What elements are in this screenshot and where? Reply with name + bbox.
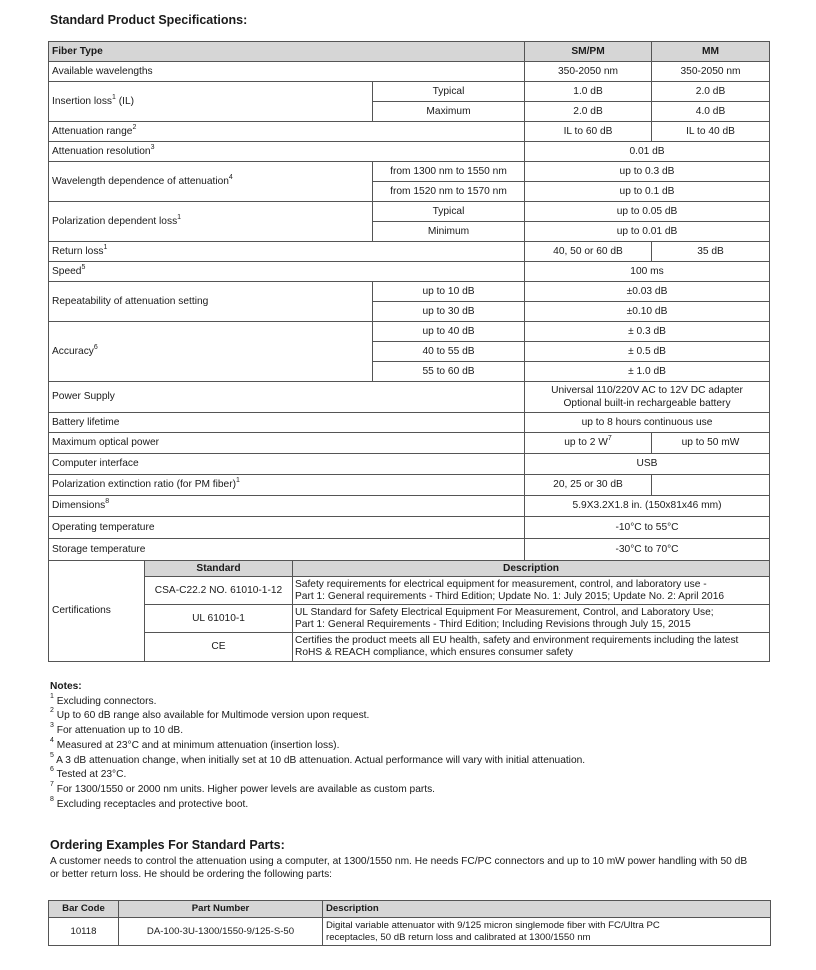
row-label: Operating temperature [49, 517, 525, 539]
row-label: Speed$^5$ [49, 262, 525, 282]
row-label: Polarization extinction ratio (for PM fiber)$^1$ [49, 475, 525, 496]
table-row [49, 633, 770, 662]
sm-value: up to 2 $W^7$ [525, 433, 652, 454]
header-part-number: Part Number [119, 901, 323, 918]
sub-label: from 1300 nm to 1550 nm [373, 162, 525, 182]
value: Universal 110/220V AC to 12V DC adapter Optional built-in rechargeable battery [525, 382, 770, 413]
table-row [49, 577, 770, 605]
mm-value: 2.0 dB [652, 82, 770, 102]
description-cell: Digital variable attenuator with 9/125 micron singlemode fiber with FC/Ultra PC receptacles, 50 dB return loss and calibrated at 1300/1550 nm [323, 918, 771, 946]
ordering-table [48, 900, 771, 946]
sm-value: IL to 60 dB [525, 122, 652, 142]
ordering-heading: Ordering Examples For Standard Parts: [50, 838, 285, 852]
cert-description-header: Description [293, 561, 770, 577]
part-number-cell: DA-100-3U-1300/1550-9/125-S-50 [119, 918, 323, 946]
value: up to 0.05 dB [525, 202, 770, 222]
value: up to 8 hours continuous use [525, 413, 770, 433]
table-row [49, 142, 770, 162]
table-row [49, 82, 770, 102]
value: ± 0.3 dB [525, 322, 770, 342]
sm-value: 350-2050 nm [525, 62, 652, 82]
sm-value: 40, 50 or 60 dB [525, 242, 652, 262]
sm-value: 20, 25 or 30 dB [525, 475, 652, 496]
mm-value: 35 dB [652, 242, 770, 262]
sub-label: Typical [373, 82, 525, 102]
note-item: $^4$ Measured at 23°C and at minimum attenuation (insertion loss). [50, 736, 340, 751]
mm-value: 4.0 dB [652, 102, 770, 122]
value: ±0.03 dB [525, 282, 770, 302]
value: up to 0.3 dB [525, 162, 770, 182]
note-item: $^6$ Tested at 23°C. [50, 766, 127, 781]
sub-label: 55 to 60 dB [373, 362, 525, 382]
note-item: $^7$ For 1300/1550 or 2000 nm units. Higher power levels are available as custom parts. [50, 780, 436, 795]
table-row [49, 496, 770, 517]
value: ±0.10 dB [525, 302, 770, 322]
row-label: Accuracy$^6$ [49, 322, 373, 382]
row-label: Storage temperature [49, 539, 525, 561]
value: up to 0.1 dB [525, 182, 770, 202]
cert-description: Certifies the product meets all EU health, safety and environment requirements including the latest RoHS & REACH compliance, which ensures consumer safety [293, 633, 770, 662]
table-row [49, 122, 770, 142]
value: 5.9X3.2X1.8 in. (150x81x46 mm) [525, 496, 770, 517]
cert-standard-header: Standard [145, 561, 293, 577]
cert-standard: CSA-C22.2 NO. 61010-1-12 [145, 577, 293, 605]
cert-standard: UL 61010-1 [145, 605, 293, 633]
table-row [49, 539, 770, 561]
row-label: Attenuation range$^2$ [49, 122, 525, 142]
row-label: Dimensions$^8$ [49, 496, 525, 517]
table-row [49, 162, 770, 182]
value: ± 1.0 dB [525, 362, 770, 382]
sub-label: 40 to 55 dB [373, 342, 525, 362]
mm-value [652, 475, 770, 496]
mm-value: 350-2050 nm [652, 62, 770, 82]
row-label: Computer interface [49, 454, 525, 475]
row-label: Polarization dependent loss$^1$ [49, 202, 373, 242]
row-label: Power Supply [49, 382, 525, 413]
table-row [49, 475, 770, 496]
sm-value: 1.0 dB [525, 82, 652, 102]
table-header-row [49, 42, 770, 62]
header-fiber-type: Fiber Type [49, 42, 525, 62]
table-row [49, 918, 771, 946]
table-row [49, 62, 770, 82]
certifications-label: Certifications [49, 561, 145, 662]
table-row [49, 382, 770, 413]
certifications-header-row [49, 561, 770, 577]
page-title: Standard Product Specifications: [50, 13, 248, 27]
mm-value: up to 50 mW [652, 433, 770, 454]
row-label: Insertion loss$^1$ (IL) [49, 82, 373, 122]
value: -30°C to 70°C [525, 539, 770, 561]
row-label: Repeatability of attenuation setting [49, 282, 373, 322]
header-sm-pm: SM/PM [525, 42, 652, 62]
cert-description: Safety requirements for electrical equipment for measurement, control, and laboratory use - Part 1: General requirements - Third Edition; Update No. 1: July 2015; Update No. 2: April 2016 [293, 577, 770, 605]
value: ± 0.5 dB [525, 342, 770, 362]
table-row [49, 605, 770, 633]
ordering-header-row [49, 901, 771, 918]
value: USB [525, 454, 770, 475]
table-row [49, 242, 770, 262]
sm-value: 2.0 dB [525, 102, 652, 122]
header-mm: MM [652, 42, 770, 62]
sub-label: from 1520 nm to 1570 nm [373, 182, 525, 202]
row-label: Maximum optical power [49, 433, 525, 454]
table-row [49, 282, 770, 302]
note-item: $^5$ A 3 dB attenuation change, when initially set at 10 dB attenuation. Actual performance will vary with initial attenuation. [50, 751, 586, 766]
value: 0.01 dB [525, 142, 770, 162]
cert-standard: CE [145, 633, 293, 662]
sub-label: Minimum [373, 222, 525, 242]
notes-title: Notes: [50, 681, 82, 692]
table-row [49, 322, 770, 342]
table-row [49, 454, 770, 475]
notes-section [50, 680, 585, 812]
note-item: $^1$ Excluding connectors. [50, 692, 157, 707]
specifications-table [48, 41, 770, 662]
sub-label: up to 10 dB [373, 282, 525, 302]
cert-description: UL Standard for Safety Electrical Equipment For Measurement, Control, and Laboratory Use; Part 1: General Requirements - Third Edition; Including Revisions through July 15, 2015 [293, 605, 770, 633]
sub-label: Typical [373, 202, 525, 222]
bar-code-cell: 10118 [49, 918, 119, 946]
mm-value: IL to 40 dB [652, 122, 770, 142]
note-item: $^2$ Up to 60 dB range also available for Multimode version upon request. [50, 707, 370, 722]
sub-label: Maximum [373, 102, 525, 122]
table-row [49, 433, 770, 454]
header-bar-code: Bar Code [49, 901, 119, 918]
note-item: $^3$ For attenuation up to 10 dB. [50, 722, 184, 737]
table-row [49, 517, 770, 539]
row-label: Return loss$^1$ [49, 242, 525, 262]
value: 100 ms [525, 262, 770, 282]
table-row [49, 262, 770, 282]
value: up to 0.01 dB [525, 222, 770, 242]
row-label: Available wavelengths [49, 62, 525, 82]
ordering-paragraph: A customer needs to control the attenuation using a computer, at 1300/1550 nm. He needs FC/PC connectors and up to 10 mW power handling with 50 dB or better return loss. He should be ordering the following parts: [50, 856, 748, 880]
value: -10°C to 55°C [525, 517, 770, 539]
row-label: Wavelength dependence of attenuation$^4$ [49, 162, 373, 202]
table-row [49, 413, 770, 433]
sub-label: up to 30 dB [373, 302, 525, 322]
row-label: Battery lifetime [49, 413, 525, 433]
header-description: Description [323, 901, 771, 918]
row-label: Attenuation resolution$^3$ [49, 142, 525, 162]
sub-label: up to 40 dB [373, 322, 525, 342]
table-row [49, 202, 770, 222]
note-item: $^8$ Excluding receptacles and protective boot. [50, 795, 249, 810]
